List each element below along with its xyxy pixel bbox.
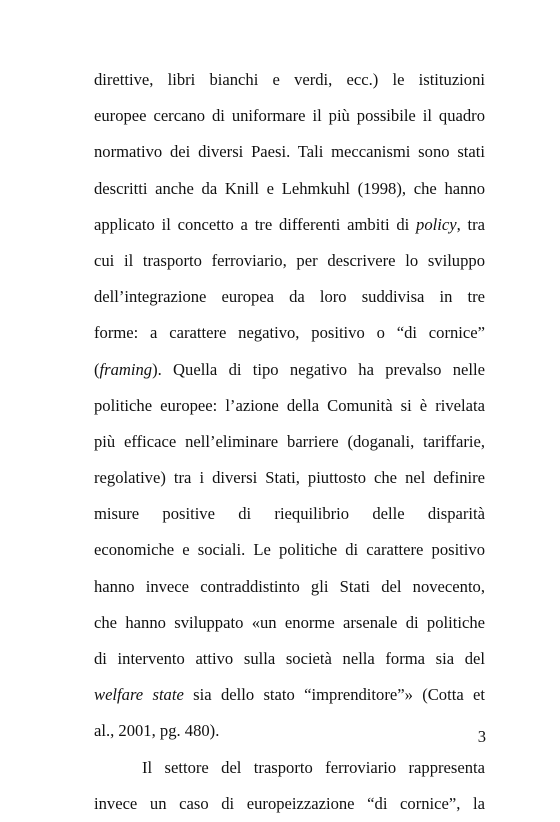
text-line: politiche europee: l’azione della Comunità si è rivelata [94,395,485,415]
text-line: forme: a carattere negativo, positivo o “di cornice” [94,323,485,343]
text-line: normativo dei diversi Paesi. Tali meccanismi sono stati [94,142,485,162]
text-line: di intervento attivo sulla società nella forma sia del [94,649,485,668]
text-line: al., 2001, pg. 480). [94,721,220,741]
text-run: , tra [456,214,485,234]
page-number: 3 [477,727,486,746]
body-text [94,62,485,822]
text-line: europee cercano di uniformare il più possibile il quadro [94,106,485,126]
text-line: invece un caso di europeizzazione “di cornice”, la [94,793,485,813]
text-line [94,352,485,388]
text-run: ). Quella di tipo negativo ha prevalso nelle [152,359,485,379]
text-line: economiche e sociali. Le politiche di carattere positivo [94,540,485,560]
text-line: che hanno sviluppato «un enorme arsenale di politiche [94,612,485,632]
text-line: regolative) tra i diversi Stati, piuttosto che nel definire [94,468,485,488]
italic-term: framing [99,359,153,379]
italic-term: policy [416,214,457,234]
text-line [94,207,485,243]
text-run: applicato il concetto a tre differenti ambiti di [94,214,417,234]
text-line: cui il trasporto ferroviario, per descrivere lo sviluppo [94,250,485,270]
text-line: misure positive di riequilibrio delle disparità [94,504,485,524]
text-line: hanno invece contraddistinto gli Stati del novecento, [94,576,485,596]
text-run: ( [94,359,100,379]
paragraph-start-line: Il settore del trasporto ferroviario rappresenta [142,757,485,777]
text-run: sia dello stato “imprenditore”» (Cotta et [183,685,485,705]
text-line: più efficace nell’eliminare barriere (doganali, tariffarie, [94,431,485,451]
text-line: dell’integrazione europea da loro suddivisa in tre [94,287,485,307]
italic-term: welfare state [94,685,184,705]
text-line [94,677,485,713]
text-line: descritti anche da Knill e Lehmkuhl (1998), che hanno [94,178,485,198]
text-line: direttive, libri bianchi e verdi, ecc.) le istituzioni [94,70,485,89]
